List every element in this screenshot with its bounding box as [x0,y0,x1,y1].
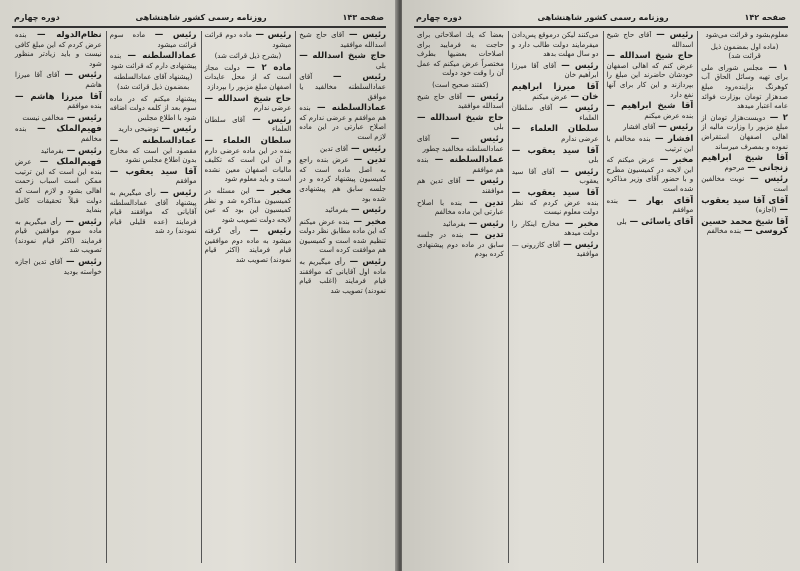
speaker-name: حاج شیخ اسدالله — [299,51,386,62]
text-column [603,31,694,563]
speaker-name: رئیس — [651,31,694,40]
speaker-name: رئیس — [552,103,599,114]
speaker-name: رئیس — [554,166,599,177]
paragraph: مخبر — مخارج اینکار را دولت میدهد [511,218,599,238]
paragraph: آقا سید یعقوب — بلی [511,145,599,165]
paragraph: آقا شیخ ابراهیم — بنده عرض میکنم [606,101,694,120]
speaker-name: رئیس — [655,122,694,133]
paragraph: عمادالسلطنه — مقصود این است که مخارج بدون اطلاع مجلس نشود [109,135,197,165]
paragraph: آقا سید یعقوب — موافقم [109,166,197,186]
speaker-name: عمادالسلطنه — [428,155,504,166]
speaker-name: تدین — [461,197,504,208]
speaker-name: رئیس — [556,60,599,71]
speaker-name: تدین — [348,155,386,166]
speaker-name: آقای بهار — [617,195,694,206]
paragraph: تدین — عرض بنده راجع به اصل ماده است که کمیسیون پیشنهاد کرده و در جلسه سابق هم پیشنهادی شده بود [299,155,386,203]
text-column [106,31,197,563]
paragraph: رئیس — ماده دوم قرائت میشود [204,31,292,49]
speaker-name: سلطان العلماء — [204,135,292,146]
speaker-name: رئیس — [240,226,292,237]
paragraph: رئیس — آقای عمادالسلطنه مخالفید چطور [417,133,504,153]
newspaper-title: روزنامه رسمی کشور شاهنشاهی [135,12,267,22]
paragraph: ماده ۲ — دولت مجاز است که از محل عایدات اصفهان مبلغ مزبور را بپردازد [204,62,292,91]
paragraph: عمادالسلطنه — بنده هم موافقم [417,155,504,174]
header-rule [414,26,788,28]
paragraph: رئیس — آقای حاج شیخ اسدالله [606,31,694,49]
speaker-name: مخبر — [559,218,599,229]
paragraph: آقا میرزا هاشم — بنده موافقم [15,91,102,111]
paragraph: رئیس — آقای سلطان العلماء [204,114,292,134]
text-column [697,31,788,563]
speaker-name: آقا سید یعقوب — [511,187,599,198]
paragraph: رئیس — رأی گرفته میشود به ماده دوم موافقین قیام فرمایند (اکثر قیام نمودند) تصویب شد [204,226,292,265]
paragraph: آقا شیخ محمد حسین کروسی — بنده مخالفم [701,216,788,237]
paragraph: عمادالسلطنه — بنده پیشنهادی دارم که قرائت شود [109,51,197,70]
paragraph: مخبر — این مسئله در کمیسیون مذاکره شد و نظر کمیسیون این بود که عین لایحه دولت تصویب شود [204,185,292,224]
period-label: دوره چهارم [416,12,462,22]
speaker-name: تدین — [463,230,504,241]
speaker-name: آقا سید یعقوب — [109,166,197,177]
speaker-name: رئیس — [460,176,504,187]
paragraph: رئیس — آقای حاج شیخ اسدالله موافقید [417,91,504,111]
right-newspaper-page [402,0,800,571]
speaker-name: رئیس — [62,257,102,268]
paragraph: رئیس — رأی میگیریم به ماده اول آقایانی که موافقند قیام فرمایند (اغلب قیام نمودند) تصویب شد [299,257,386,295]
speaker-name: آقا سید یعقوب — [511,145,599,156]
speaker-name: حاج شیخ اسدالله — [417,112,504,123]
speaker-name: رئیس — [59,70,102,81]
paragraph: رئیس — آقای تدین [319,143,386,154]
paragraph: رئیس — رأی میگیریم به پیشنهاد آقای عمادالسلطنه آقایانی که موافقند قیام فرمایند (عده قلیلی قیام نمودند) رد شد [109,187,197,236]
page-number: صفحه ۱۴۲ [744,12,786,22]
paragraph: رئیس — ماده سوم قرائت میشود [109,31,197,49]
speaker-name: آقا شیخ ابراهیم — [606,101,694,112]
speaker-name: رئیس — [251,31,292,40]
paragraph: رئیس — آقای تدین اجازه خواسته بودید [15,257,102,276]
speaker-name: مخبر — [654,155,694,166]
speaker-name: ماده ۲ — [239,62,292,73]
paragraph: رئیس — بفرمائید [442,218,504,229]
speaker-name: رئیس — [244,114,292,125]
paragraph: آقای آقا سید یعقوب — (اجازه) [701,195,788,216]
paragraph: (پیشنهاد آقای عمادالسلطنه بمضمون ذیل قرائت شد) [113,73,193,91]
speaker-name: آقای یاسائی — [626,216,694,227]
text-columns [12,31,386,563]
paragraph: رئیس — آقای آقا سید یعقوب [511,166,599,186]
speaker-name: رئیس — [429,133,504,144]
paragraph: رئیس — توضیحی دارید [118,124,197,135]
speaker-name: عمادالسلطنه — [310,103,386,114]
paragraph: پیشنهاد میکنم که در ماده سوم بعد از کلمه دولت اضافه شود با اطلاع مجلس [109,94,197,122]
paragraph: تدین — بنده با اصلاح عبارتی این ماده مخالفم [417,197,504,217]
paragraph: رئیس — آقای کازرونی — موافقید [511,239,599,259]
paragraph: مخبر — عرض میکنم که این لایحه در کمیسیون مطرح و با حضور آقای وزیر مذاکره شده است [606,155,694,193]
speaker-name: سلطان العلماء — [511,124,599,135]
speaker-name: رئیس — [348,143,386,154]
paragraph: حاج شیخ اسدالله — عرض کنم که اهالی اصفهان خودشان حاضرند این مبلغ را بپردازند و این کار برای آنها نفع دارد [606,51,694,99]
speaker-name: افشار — [650,133,694,144]
speaker-name: رئیس — [312,72,386,83]
speaker-name: رئیس — [348,205,386,216]
speaker-name: ۲ — [765,112,788,123]
page-header [416,10,786,24]
paragraph: آقای یاسائی — بلی [616,216,694,227]
paragraph: ۱ — مجلس شورای ملی برای تهیه وسائل الحاق آب کوهرنگ بزاینده‌رود مبلغ صدهزار تومان بوزارت فوائد عامه اعتبار میدهد [701,62,788,111]
paragraph: رئیس — رأی میگیریم به ماده سوم موافقین قیام فرمایند (اکثر قیام نمودند) تصویب شد [15,216,102,255]
paragraph: فهیم‌الملک — بنده مخالفم [15,124,102,143]
paragraph: سلطان العلماء — بنده در این ماده عرضی دارم و آن این است که تکلیف مالیات اصفهان معین نشده است و باید معلوم شود [204,135,292,184]
paragraph: رئیس — بفرمائید [40,145,102,156]
paragraph: نظام‌الدوله — بنده عرض کردم که این مبلغ کافی نیست و باید زیادتر منظور شود [15,31,102,68]
paragraph: تدین — بنده در جلسه سابق در ماده دوم پیشنهادی کرده بودم [417,230,504,259]
paragraph: (بشرح ذیل قرائت شد) [214,52,282,61]
paragraph: مخبر — بنده عرض میکنم که این ماده مطابق نظر دولت تنظیم شده است و کمیسیون هم موافقت کرده است [299,216,386,255]
speaker-name: آقا شیخ محمد حسین کروسی — [701,216,788,237]
speaker-name: فهیم‌الملک — [31,157,102,168]
speaker-name: رئیس — [63,145,102,156]
speaker-name: رئیس — [345,257,386,268]
paragraph: رئیس — آقای آقا میرزا هاشم [15,70,102,89]
paragraph: رئیس — بفرمائید [325,205,386,216]
speaker-name: عمادالسلطنه — [121,51,197,62]
paragraph: افشار — بنده مخالفم با این ترتیب [606,133,694,153]
speaker-name: مخبر — [349,216,386,227]
paragraph: آقای بهار — بنده موافقم [606,195,694,215]
text-column [295,31,386,563]
paragraph: می‌کنند لیکن درموقع پس‌دادن میفرمایند دولت طالب دارد و دو سال مهلت بدهد [511,31,599,59]
paragraph: رئیس — آقای آقا میرزا ابراهیم خان [511,60,599,80]
paragraph: آقا شیخ ابراهیم زنجانی — مرحوم [701,153,788,173]
speaker-name: رئیس — [465,218,504,229]
speaker-name: رئیس — [61,216,102,227]
speaker-name: رئیس — [155,187,197,198]
text-column [12,31,102,563]
speaker-name: مخبر — [249,185,292,196]
speaker-name: آقا میرزا ابراهیم خان — [511,81,599,102]
paragraph: حاج شیخ اسدالله — عرضی ندارم [204,93,292,113]
speaker-name: آقا میرزا هاشم — [15,91,102,102]
paragraph: فهیم‌الملک — عرض بنده این است که این ترتیب ممکن است اسباب زحمت اهالی بشود و لازم است که دولت قبلاً تحقیقات کامل بنماید [15,157,102,215]
paragraph: ۲ — دویست‌هزار تومان از مبلغ مزبور را وزارت مالیه از اهالی اصفهان استقراض نموده و بمصرف میرساند [701,112,788,151]
speaker-name: رئیس — [461,91,504,102]
paragraph: (کفتند صحیح است) [432,80,489,89]
speaker-name: عمادالسلطنه — [109,135,197,146]
paragraph: رئیس — مخالفی نیست [22,112,102,123]
speaker-name: رئیس — [344,31,386,40]
speaker-name: حاج شیخ اسدالله — [204,93,292,104]
left-newspaper-page [0,0,398,571]
page-number: صفحه ۱۴۳ [342,12,384,22]
paragraph: رئیس — آقای افشار [623,122,694,133]
speaker-name: رئیس — [145,31,197,40]
speaker-name: نظام‌الدوله — [26,31,102,40]
speaker-name: فهیم‌الملک — [26,124,102,135]
text-column [201,31,292,563]
paragraph: آقا سید یعقوب — بنده عرض کردم که نظر دولت معلوم نیست [511,187,599,217]
speaker-name: رئیس — [560,239,599,250]
paragraph: معلوم‌بشود و قرائت‌ می‌شود [705,31,788,39]
paragraph: رئیس — آقای حاج شیخ اسدالله موافقید [299,31,386,49]
paragraph: عمادالسلطنه — بنده هم موافقم و عرضی ندارم که اصلاح عبارتی در این ماده لازم است [299,103,386,141]
text-columns [414,31,788,563]
speaker-name: آقای آقا سید یعقوب — [701,195,788,216]
paragraph: آقا میرزا ابراهیم خان — عرض میکنم [511,81,599,102]
speaker-name: رئیس — [158,124,197,135]
speaker-name: ۱ — [762,62,788,73]
paragraph: رئیس — آقای عمادالسلطنه مخالفید یا موافق [299,72,386,101]
paragraph: سلطان العلماء — عرضی ندارم [511,124,599,143]
paragraph: حاج شیخ اسدالله — بلی [299,51,386,70]
paragraph: رئیس — نوبت مخالفین است [701,174,788,193]
speaker-name: حاج شیخ اسدالله — [606,51,694,62]
period-label: دوره چهارم [14,12,60,22]
speaker-name: رئیس — [744,174,788,185]
speaker-name: رئیس — [63,112,102,123]
speaker-name: آقا شیخ ابراهیم زنجانی — [701,153,788,173]
header-rule [12,26,386,28]
paragraph: رئیس — آقای سلطان العلماء [511,103,599,122]
text-column [508,31,599,563]
paragraph: (ماده اول بمضمون ذیل قرائت شد) [710,42,779,61]
text-column [414,31,504,563]
newspaper-title: روزنامه رسمی کشور شاهنشاهی [537,12,669,22]
paragraph: رئیس — آقای تدین هم موافقند [417,176,504,195]
paragraph: بعضاً که یك اصلاحاتی برای حاجت به فرمایید برای اصلاحات بعضیها بطرف مختصراً عرض میکنم که عمل آن را وقت خود دولت [417,31,504,78]
paragraph: حاج شیخ اسدالله — بلی [417,112,504,132]
page-header [14,10,384,24]
